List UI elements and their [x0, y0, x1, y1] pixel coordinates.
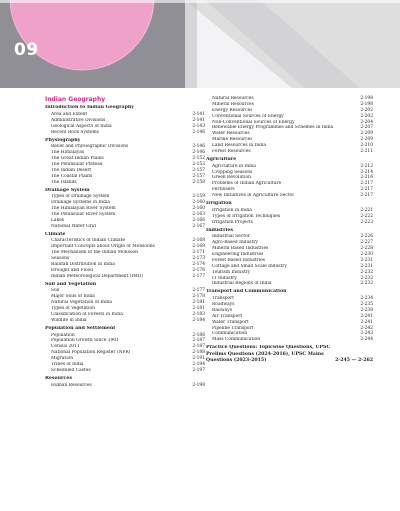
- toc-page-number: 2-217: [360, 181, 373, 187]
- toc-entry-title: The Himalayas: [51, 150, 85, 156]
- toc-entry-title: Physiography: [45, 137, 81, 143]
- toc-entry-title: Air Transport: [212, 313, 243, 319]
- toc-page-number: 2-217: [360, 187, 373, 193]
- toc-entry-title: Transport and Communication: [206, 289, 287, 295]
- toc-page-number: 2-198: [360, 101, 373, 107]
- toc-entry-title: Population Growth Since 1901: [51, 338, 119, 344]
- toc-page-number: 2-188: [192, 350, 205, 356]
- toc-page-number: 2-227: [360, 240, 373, 246]
- toc-page-number: 2-157: [192, 173, 205, 179]
- toc-section-heading: [45, 105, 205, 112]
- toc-entry-title: Tourism Industry: [212, 269, 251, 275]
- toc-entry: [206, 220, 373, 226]
- toc-entry: [45, 180, 205, 186]
- toc-page-number: 2-158: [192, 179, 205, 185]
- toc-page-number: 2-211: [360, 149, 373, 155]
- toc-entry: [206, 345, 373, 364]
- toc-section-heading: [45, 326, 205, 333]
- toc-entry-title: The Peninsular River System: [51, 212, 116, 217]
- toc-page-number: 2-209: [360, 131, 373, 137]
- toc-entry-title: Lakes: [51, 217, 65, 223]
- toc-entry-title: Water Transport: [212, 319, 249, 325]
- toc-entry: [206, 193, 373, 199]
- toc-entry: [45, 224, 205, 230]
- toc-entry-title: Renewable Energy Programmes and Schemes in India: [212, 125, 334, 131]
- toc-entry-title: National Population Register (NPR): [51, 350, 131, 356]
- toc-entry-title: Agro-Based Industry: [212, 240, 258, 246]
- toc-entry-title: Irrigation in India: [212, 207, 252, 213]
- toc-entry-title: Land Resources in India: [212, 143, 267, 149]
- toc-entry-title: Irrigation Projects: [212, 219, 253, 225]
- toc-entry-title: Major Soils of India: [51, 294, 95, 300]
- toc-page-number: 2-212: [360, 163, 373, 169]
- toc-entry-title: Conventional Sources of Energy: [212, 113, 284, 119]
- toc-section-heading: [206, 289, 373, 296]
- toc-page-number: 2-214: [360, 169, 373, 175]
- toc-page-number: 2-178: [192, 294, 205, 300]
- toc-page-number: 2-146: [192, 129, 205, 135]
- toc-page-number: 2-167: [192, 223, 205, 229]
- toc-entry: [45, 274, 205, 280]
- toc-left-column: [45, 96, 205, 389]
- chapter-banner: [0, 0, 400, 88]
- toc-page-number: 2-184: [192, 317, 205, 323]
- toc-entry-title: Practice Questions: Topicwise Questions, UPSC Prelims Questions (2024-2016), UPSC Mains Questions (2023-2015): [206, 345, 331, 363]
- toc-entry-title: Energy Resources: [212, 107, 253, 113]
- toc-entry-title: Types of Irrigation Techniques: [212, 213, 281, 219]
- toc-page-number: 2-243: [360, 331, 373, 337]
- toc-entry-title: The Himalayan River System: [51, 206, 116, 212]
- toc-entry-title: Industrial Regions of India: [212, 281, 272, 287]
- toc-page-number: 2-234: [360, 296, 373, 302]
- toc-page-number: 2-187: [192, 338, 205, 344]
- toc-entry: [206, 337, 373, 343]
- toc-page-number: 2-198: [360, 96, 373, 101]
- toc-entry-title: Soil and Vegetation: [45, 281, 97, 287]
- toc-entry-title: Scheduled Castes: [51, 367, 91, 373]
- toc-page-number: 2-245 — 2-262: [335, 357, 373, 363]
- toc-entry-title: Rainfall Distribution in India: [51, 262, 115, 268]
- toc-entry: [45, 383, 205, 389]
- toc-entry-title: Introduction to Indian Geography: [45, 105, 134, 111]
- toc-entry-title: Forest Resources: [212, 149, 251, 155]
- toc-entry-title: The Coastal Plains: [51, 173, 93, 179]
- toc-entry-title: New Initiatives in Agriculture Sector: [212, 193, 295, 199]
- toc-entry-title: Migration: [51, 356, 74, 362]
- toc-page-number: 2-152: [192, 156, 205, 162]
- toc-page-number: 2-198: [192, 382, 205, 388]
- toc-entry-title: Climate: [45, 231, 66, 237]
- toc-entry-title: Irrigation: [206, 201, 232, 207]
- toc-page-number: 2-207: [360, 125, 373, 131]
- toc-entry-title: Railways: [212, 307, 232, 313]
- toc-entry-title: Indian Meteorological Department (IMD): [51, 273, 143, 279]
- toc-page-number: 2-141: [192, 111, 205, 117]
- toc-entry: [45, 368, 205, 374]
- toc-entry-title: Important Concepts about Origin of Monsoons: [51, 244, 155, 250]
- toc-page-number: 2-242: [360, 325, 373, 331]
- toc-page-number: 2-143: [192, 123, 205, 129]
- toc-page-number: 2-231: [360, 257, 373, 263]
- toc-page-number: 2-177: [192, 273, 205, 279]
- toc-page-number: 2-223: [360, 219, 373, 225]
- toc-entry-title: Area and Extent: [51, 111, 88, 117]
- toc-entry-title: Geological Aspects of India: [51, 123, 112, 129]
- toc-entry-title: Recent Rock Systems: [51, 129, 99, 135]
- toc-entry-title: The Islands: [51, 179, 77, 185]
- toc-entry-title: The Great Indian Plains: [51, 156, 104, 162]
- toc-entry-title: Mineral Based Industries: [212, 246, 269, 252]
- toc-entry: [45, 318, 205, 324]
- toc-page-number: 2-238: [360, 307, 373, 313]
- toc-entry-title: Cropping Seasons: [212, 169, 253, 175]
- toc-entry-title: National Water Grid: [51, 223, 96, 229]
- toc-page-number: 2-241: [360, 313, 373, 319]
- toc-entry-title: Marine Resources: [212, 137, 253, 143]
- toc-page-number: 2-244: [360, 337, 373, 343]
- toc-page-number: 2-183: [192, 312, 205, 318]
- toc-entry-title: Fertilisers: [212, 187, 235, 193]
- toc-entry-title: Types of Drainage System: [51, 194, 110, 200]
- toc-entry-title: Industries: [206, 227, 233, 233]
- toc-entry-title: Non-Conventional Sources of Energy: [212, 119, 295, 125]
- toc-entry-title: Indian Geography: [45, 96, 106, 103]
- toc-page-number: 2-204: [360, 119, 373, 125]
- toc-page-number: 2-166: [192, 217, 205, 223]
- toc-section-heading: [206, 157, 373, 164]
- toc-entry-title: Transport: [212, 296, 235, 302]
- toc-page-number: 2-191: [192, 356, 205, 362]
- toc-section-heading: [206, 201, 373, 208]
- toc-page-number: 2-181: [192, 300, 205, 306]
- toc-entry: [45, 130, 205, 136]
- toc-entry-title: Census 2011: [51, 344, 80, 350]
- toc-page-number: 2-221: [360, 207, 373, 213]
- toc-page-number: 2-202: [360, 113, 373, 119]
- toc-entry-title: Industrial Sector: [212, 234, 250, 240]
- toc-page-number: 2-146: [192, 144, 205, 150]
- toc-entry-title: Engineering Industries: [212, 251, 264, 257]
- banner-graphic: [0, 0, 400, 88]
- toc-page-number: 2-231: [360, 263, 373, 269]
- chapter-number: 09: [14, 40, 39, 60]
- toc-page-number: 2-163: [192, 212, 205, 217]
- toc-page-number: 2-217: [360, 193, 373, 199]
- toc-entry-title: Seasons: [51, 256, 70, 262]
- toc-entry-title: Natural Vegetation of India: [51, 300, 112, 306]
- chapter-title: [45, 96, 205, 103]
- toc-entry-title: Pipeline Transport: [212, 325, 254, 331]
- toc-entry-title: Human Resources: [51, 382, 92, 388]
- toc-page-number: 2-232: [360, 281, 373, 287]
- toc-entry-title: Characteristics of Indian Climate: [51, 238, 125, 244]
- toc-entry-title: Drought and Flood: [51, 267, 94, 273]
- toc-entry-title: Natural Resources: [212, 96, 254, 101]
- toc-entry-title: Tribes of India: [51, 362, 84, 368]
- toc-entry: [206, 281, 373, 287]
- toc-page-number: 2-141: [192, 117, 205, 123]
- toc-page-number: 2-160: [192, 200, 205, 206]
- toc-page-number: 2-177: [192, 288, 205, 294]
- toc-entry-title: Mineral Resources: [212, 101, 254, 107]
- toc-entry-title: Problems of Indian Agriculture: [212, 181, 282, 187]
- toc-page-number: 2-202: [360, 107, 373, 113]
- toc-entry-title: Mass Communication: [212, 337, 261, 343]
- toc-page-number: 2-222: [360, 213, 373, 219]
- toc-entry-title: Resources: [45, 376, 72, 382]
- toc-page-number: 2-241: [360, 319, 373, 325]
- toc-page-number: 2-171: [192, 250, 205, 256]
- toc-entry-title: Roadways: [212, 301, 235, 307]
- toc-right-column: [206, 96, 373, 364]
- toc-entry-title: Population: [51, 332, 75, 338]
- toc-page-number: 2-173: [192, 256, 205, 262]
- toc-entry: [206, 149, 373, 155]
- toc-section-heading: [45, 188, 205, 195]
- toc-page-number: 2-176: [192, 267, 205, 273]
- toc-page-number: 2-169: [192, 244, 205, 250]
- toc-section-heading: [45, 282, 205, 289]
- toc-entry-title: Agriculture in India: [212, 163, 256, 169]
- toc-entry-title: The Indian Desert: [51, 167, 92, 173]
- toc-page-number: 2-235: [360, 301, 373, 307]
- toc-section-heading: [206, 228, 373, 235]
- toc-entry-title: The Peninsular Plateau: [51, 161, 103, 167]
- toc-page-number: 2-232: [360, 269, 373, 275]
- toc-page-number: 2-186: [192, 332, 205, 338]
- toc-entry-title: Soil: [51, 288, 60, 294]
- toc-page-number: 2-194: [192, 362, 205, 368]
- toc-entry-title: Green Revolution: [212, 175, 251, 181]
- toc-page-number: 2-153: [192, 161, 205, 167]
- toc-page-number: 2-216: [360, 175, 373, 181]
- toc-entry-title: Water Resources: [212, 131, 250, 137]
- toc-page-number: 2-197: [192, 367, 205, 373]
- toc-page-number: 2-230: [360, 251, 373, 257]
- toc-page-number: 2-146: [192, 150, 205, 156]
- toc-entry-title: Wildlife in India: [51, 317, 87, 323]
- toc-page-number: 2-168: [192, 238, 205, 244]
- toc-page-number: 2-226: [360, 234, 373, 240]
- toc-entry-title: Communication: [212, 331, 248, 337]
- toc-entry-title: Forest Based Industries: [212, 257, 266, 263]
- toc-entry-title: Classification of Forests in India: [51, 312, 123, 318]
- toc-page-number: 2-160: [192, 206, 205, 212]
- toc-page-number: 2-187: [192, 344, 205, 350]
- toc-entry-title: The Mechanism of the Indian Monsoon: [51, 250, 138, 256]
- toc-entry-title: Types of Vegetation: [51, 306, 95, 312]
- toc-entry-title: Agriculture: [206, 157, 237, 163]
- toc-entry-title: IT Industry: [212, 275, 237, 281]
- toc-section-heading: [45, 376, 205, 383]
- toc-page-number: 2-157: [192, 167, 205, 173]
- toc-entry-title: Drainage System: [45, 187, 90, 193]
- toc-page-number: 2-209: [360, 137, 373, 143]
- toc-entry-title: Administrative Divisions: [51, 117, 106, 123]
- toc-entry-title: Relief and Physiographic Divisions: [51, 144, 129, 150]
- toc-page-number: 2-210: [360, 143, 373, 149]
- toc-entry-title: Population and Settlement: [45, 326, 116, 331]
- toc-entry-title: Cottage and Small Scale Industry: [212, 263, 287, 269]
- toc-page-number: 2-174: [192, 262, 205, 268]
- toc-section-heading: [45, 232, 205, 239]
- toc-page-number: 2-159: [192, 194, 205, 200]
- toc-entry-title: Drainage Systems in India: [51, 200, 110, 206]
- toc-page-number: 2-228: [360, 246, 373, 252]
- toc-page-number: 2-181: [192, 306, 205, 312]
- toc-section-heading: [45, 138, 205, 145]
- toc-page-number: 2-232: [360, 275, 373, 281]
